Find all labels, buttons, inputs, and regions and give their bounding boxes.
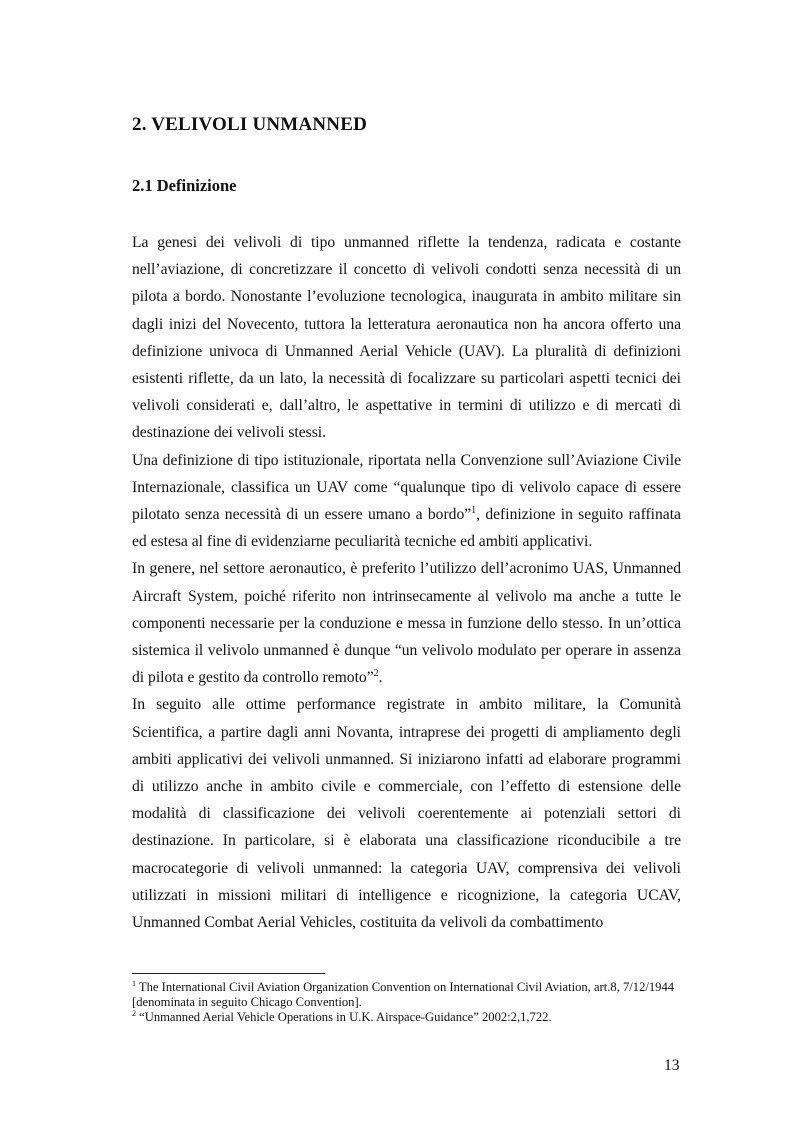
paragraph-text: . bbox=[378, 669, 383, 687]
paragraph-text: , definizione in seguito raffinata ed estesa al fine di evidenziarne peculiarità tecniche ed ambiti applicativi. bbox=[132, 506, 681, 551]
page-number: 13 bbox=[664, 1057, 680, 1074]
footnote-text: The International Civil Aviation Organization Convention on International Civil Aviation, art.8, 7/12/1944 [denominata in seguito Chicago Convention]. bbox=[132, 980, 675, 1009]
footnote-ref: 2 bbox=[373, 668, 379, 680]
paragraph-text: Una definizione di tipo istituzionale, riportata nella Convenzione sull’Aviazione Civile Internazionale, classifica un UAV come “qualunque tipo di velivolo capace di essere pilotato senza necessità di un essere umano a bordo” bbox=[132, 451, 681, 524]
body-text bbox=[132, 229, 681, 936]
footnote-ref: 1 bbox=[471, 504, 477, 516]
footnotes bbox=[132, 980, 681, 1025]
paragraph: La genesi dei velivoli di tipo unmanned riflette la tendenza, radicata e costante nell’aviazione, di concretizzare il concetto di velivoli condotti senza necessità di un pilota a bordo. Nonostante l’evoluzione tecnologica, inaugurata in ambito militare sin dagli inizi del Novecento, tuttora la letteratura aeronautica non ha ancora offerto una definizione univoca di Unmanned Aerial Vehicle (UAV). La pluralità di definizioni esistenti riflette, da un lato, la necessità di focalizzare su particolari aspetti tecnici dei velivoli considerati e, dall’altro, le aspettative in termini di utilizzo e di mercati di destinazione dei velivoli stessi. bbox=[132, 234, 681, 442]
footnote-number: 1 bbox=[132, 978, 136, 988]
paragraph: In seguito alle ottime performance registrate in ambito militare, la Comunità Scientifica, a partire dagli anni Novanta, intraprese dei progetti di ampliamento degli ambiti applicativi dei velivoli unmanned. Si iniziarono infatti ad elaborare programmi di utilizzo anche in ambito civile e commerciale, con l’effetto di estensione delle modalità di classificazione dei velivoli coerentemente ai potenziali settori di destinazione. In particolare, si è elaborata una classificazione riconducibile a tre macrocategorie di velivoli unmanned: la categoria UAV, comprensiva dei velivoli utilizzati in missioni militari di intelligence e ricognizione, la categoria UCAV, Unmanned Combat Aerial Vehicles, costituita da velivoli da combattimento bbox=[132, 696, 681, 932]
footnote-number: 2 bbox=[132, 1008, 136, 1018]
paragraph-text: In genere, nel settore aeronautico, è preferito l’utilizzo dell’acronimo UAS, Unmanned Aircraft System, poiché riferito non intrinsecamente al velivolo ma anche a tutte le componenti necessarie per la conduzione e messa in funzione dello stesso. In un’ottica sistemica il velivolo unmanned è dunque “un velivolo modulato per operare in assenza di pilota e gestito da controllo remoto” bbox=[132, 560, 681, 687]
paragraph bbox=[132, 447, 681, 556]
footnote-divider bbox=[132, 973, 325, 974]
paragraph bbox=[132, 555, 681, 691]
footnote bbox=[132, 980, 681, 1010]
footnote-text: “Unmanned Aerial Vehicle Operations in U.K. Airspace-Guidance” 2002:2,1,722. bbox=[136, 1010, 552, 1024]
chapter-heading: 2. VELIVOLI UNMANNED bbox=[132, 114, 367, 135]
section-heading: 2.1 Definizione bbox=[132, 176, 237, 195]
footnote bbox=[132, 1010, 681, 1025]
